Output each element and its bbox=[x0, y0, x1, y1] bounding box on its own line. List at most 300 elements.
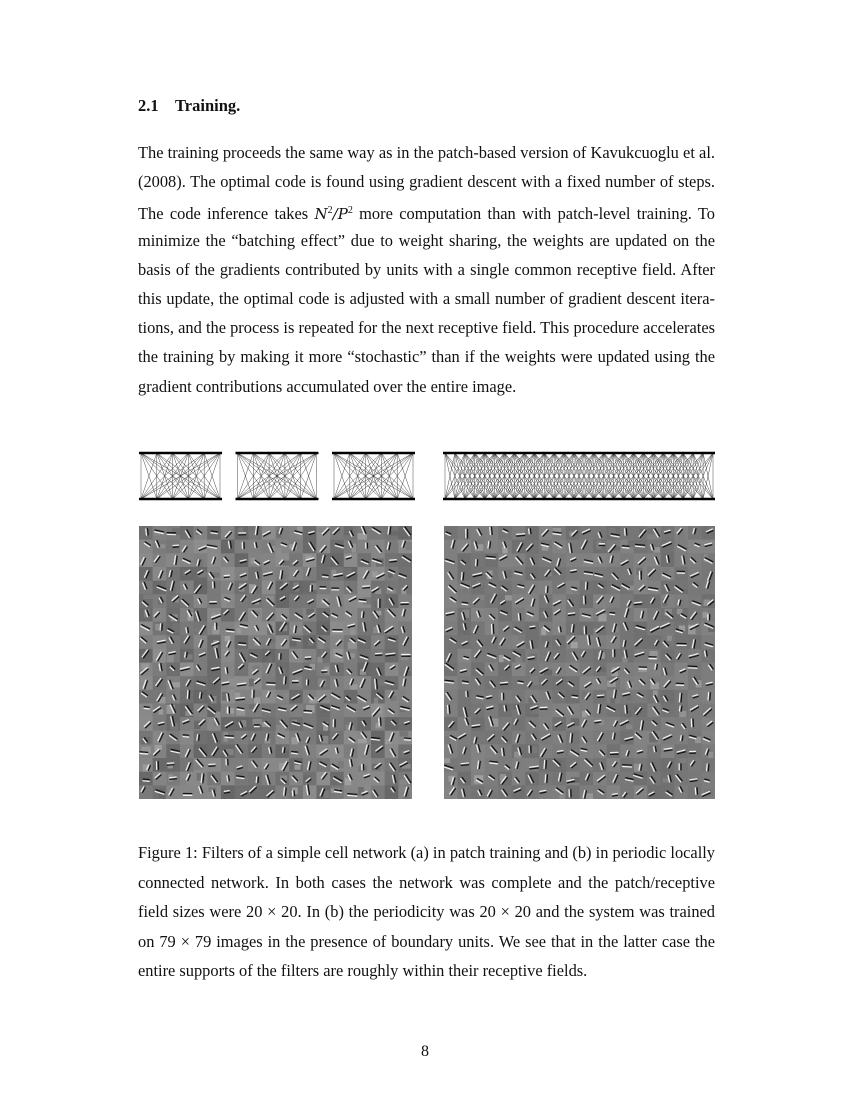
filter-tile bbox=[498, 690, 512, 704]
math-line-after: more computation than with patch-level training. To bbox=[352, 204, 715, 224]
filter-tile bbox=[194, 663, 208, 677]
filter-tile bbox=[262, 744, 276, 758]
filter-tile bbox=[444, 635, 458, 649]
filter-tile bbox=[385, 553, 399, 567]
filter-tile bbox=[647, 758, 661, 772]
filter-tile bbox=[276, 772, 290, 786]
filter-tile bbox=[688, 594, 702, 608]
filter-tile bbox=[153, 744, 167, 758]
periodic-filters-grid bbox=[444, 526, 715, 799]
filter-tile bbox=[661, 772, 675, 786]
filter-tile bbox=[139, 553, 153, 567]
filter-tile bbox=[634, 717, 648, 731]
filter-tile bbox=[498, 717, 512, 731]
filter-tile bbox=[330, 526, 344, 540]
filter-tile bbox=[303, 540, 317, 554]
filter-tile bbox=[289, 553, 303, 567]
filter-tile bbox=[634, 553, 648, 567]
filter-tile bbox=[289, 622, 303, 636]
filter-tile bbox=[262, 594, 276, 608]
filter-tile bbox=[647, 622, 661, 636]
filter-tile bbox=[620, 567, 634, 581]
filter-tile bbox=[194, 676, 208, 690]
filter-tile bbox=[153, 690, 167, 706]
filter-tile bbox=[458, 608, 472, 622]
filter-tile bbox=[607, 608, 621, 622]
filter-tile bbox=[498, 744, 512, 758]
filter-tile bbox=[580, 703, 594, 719]
filter-tile bbox=[701, 540, 715, 554]
filter-tile bbox=[512, 594, 526, 608]
paragraph-line: The training proceeds the same way as in the patch-based version of Kavukcuoglu et al. bbox=[138, 143, 715, 162]
filter-tile bbox=[357, 581, 371, 595]
filter-tile bbox=[248, 553, 262, 567]
filter-tile bbox=[262, 635, 276, 649]
filter-tile bbox=[180, 540, 194, 554]
filter-tile bbox=[194, 540, 208, 554]
filter-tile bbox=[607, 785, 621, 799]
filter-tile bbox=[207, 594, 221, 608]
filter-tile bbox=[647, 581, 661, 595]
filter-tile bbox=[512, 526, 526, 540]
filter-tile bbox=[634, 540, 648, 554]
filter-tile bbox=[620, 731, 634, 745]
filter-tile bbox=[235, 772, 249, 786]
filter-tile bbox=[634, 703, 648, 717]
filter-tile bbox=[194, 608, 208, 622]
filter-tile bbox=[661, 758, 675, 772]
filter-tile bbox=[661, 594, 675, 608]
filter-tile bbox=[566, 649, 580, 663]
filter-tile bbox=[235, 717, 249, 731]
filter-tile bbox=[357, 703, 371, 717]
filter-tile bbox=[566, 526, 580, 540]
filter-tile bbox=[248, 772, 262, 786]
filter-tile bbox=[539, 663, 553, 677]
filter-tile bbox=[498, 649, 512, 663]
filter-tile bbox=[593, 567, 607, 581]
caption-line: entire supports of the filters are roughly within their receptive fields. bbox=[138, 961, 588, 980]
filter-tile bbox=[498, 526, 512, 540]
filter-tile bbox=[221, 567, 235, 581]
filter-tile bbox=[330, 567, 344, 581]
filter-tile bbox=[701, 731, 715, 745]
filter-tile bbox=[262, 663, 276, 677]
filter-tile bbox=[194, 758, 208, 772]
filter-tile bbox=[371, 772, 385, 786]
filter-tile bbox=[194, 744, 208, 758]
filter-tile bbox=[180, 785, 194, 799]
filter-tile bbox=[276, 663, 290, 677]
filter-tile bbox=[357, 758, 371, 773]
filter-tile bbox=[276, 703, 290, 717]
filter-tile bbox=[485, 635, 499, 649]
filter-tile bbox=[371, 758, 385, 772]
filter-tile bbox=[444, 649, 458, 663]
filter-tile bbox=[330, 731, 344, 745]
filter-tile bbox=[330, 703, 344, 717]
paragraph-line: the training by making it more “stochastic” than if the weights were updated using the bbox=[138, 347, 715, 367]
filter-tile bbox=[471, 526, 485, 540]
filter-tile bbox=[539, 649, 553, 663]
filter-tile bbox=[303, 772, 317, 786]
filter-tile bbox=[512, 758, 526, 772]
filter-tile bbox=[674, 567, 688, 581]
filter-tile bbox=[701, 703, 715, 717]
filter-tile bbox=[289, 703, 303, 717]
filter-tile bbox=[580, 594, 594, 608]
filter-tile bbox=[166, 594, 180, 608]
filter-tile bbox=[485, 526, 499, 540]
filter-tile bbox=[235, 553, 249, 567]
filter-tile bbox=[498, 540, 512, 555]
filter-tile bbox=[607, 717, 621, 731]
filter-tile bbox=[276, 622, 290, 636]
filter-tile bbox=[688, 717, 702, 731]
filter-tile bbox=[289, 581, 303, 595]
filter-tile bbox=[634, 649, 648, 663]
filter-tile bbox=[647, 785, 661, 799]
filter-tile bbox=[139, 690, 153, 704]
filter-tile bbox=[566, 594, 580, 608]
filter-tile bbox=[398, 608, 412, 622]
filter-tile bbox=[248, 581, 262, 595]
filter-tile bbox=[444, 540, 459, 554]
filter-tile bbox=[607, 540, 623, 554]
filter-tile bbox=[647, 703, 661, 717]
filter-tile bbox=[701, 676, 715, 690]
filter-tile bbox=[276, 635, 290, 649]
filter-tile bbox=[539, 703, 553, 717]
filter-tile bbox=[289, 594, 303, 608]
filter-tile bbox=[235, 567, 249, 581]
filter-tile bbox=[471, 717, 485, 731]
filter-tile bbox=[485, 622, 499, 636]
filter-tile bbox=[458, 717, 472, 731]
filter-tile bbox=[688, 676, 703, 690]
filter-tile bbox=[539, 635, 553, 649]
filter-tile bbox=[398, 663, 412, 677]
filter-tile bbox=[688, 663, 702, 677]
filter-tile bbox=[701, 717, 715, 731]
filter-tile bbox=[512, 663, 526, 677]
filter-tile bbox=[688, 758, 702, 772]
filter-tile bbox=[139, 567, 153, 581]
filter-tile bbox=[620, 594, 634, 610]
filter-tile bbox=[180, 731, 194, 745]
paragraph-line: this update, the optimal code is adjusted with a small number of gradient descent itera- bbox=[138, 288, 715, 308]
filter-tile bbox=[221, 772, 235, 786]
filter-tile bbox=[194, 717, 208, 731]
filter-tile bbox=[444, 594, 458, 608]
filter-tile bbox=[566, 676, 580, 690]
filter-tile bbox=[701, 758, 715, 772]
filter-tile bbox=[303, 744, 317, 758]
filter-tile bbox=[580, 758, 594, 772]
filter-tile bbox=[471, 594, 485, 608]
filter-tile bbox=[166, 622, 180, 636]
filter-tile bbox=[344, 649, 358, 663]
filter-tile bbox=[566, 690, 580, 704]
filter-tile bbox=[620, 772, 634, 786]
filter-tile bbox=[194, 553, 208, 567]
filter-tile bbox=[357, 662, 371, 676]
filter-tile bbox=[398, 717, 412, 731]
filter-tile bbox=[647, 772, 661, 786]
filter-tile bbox=[444, 772, 458, 786]
filter-tile bbox=[552, 622, 566, 636]
filter-tile bbox=[634, 731, 648, 745]
filter-tile bbox=[303, 526, 317, 540]
filter-tile bbox=[566, 622, 580, 636]
filter-tile bbox=[316, 622, 330, 636]
filter-tile bbox=[607, 594, 621, 608]
filter-tile bbox=[580, 744, 594, 758]
filter-tile bbox=[647, 690, 661, 704]
filter-tile bbox=[552, 663, 566, 677]
filter-tile bbox=[316, 703, 330, 717]
filter-tile bbox=[688, 526, 702, 540]
paragraph-line: (2008). The optimal code is found using gradient descent with a fixed number of steps. bbox=[138, 172, 715, 192]
filter-tile bbox=[647, 540, 661, 554]
filter-tile bbox=[153, 526, 167, 540]
filter-tile bbox=[262, 690, 276, 704]
filter-tile bbox=[398, 622, 412, 636]
filter-tile bbox=[316, 635, 330, 649]
filter-tile bbox=[276, 567, 290, 581]
filter-tile bbox=[344, 526, 358, 540]
filter-tile bbox=[512, 635, 527, 649]
filter-tile bbox=[194, 581, 208, 595]
filter-tile bbox=[289, 649, 303, 663]
filter-tile bbox=[221, 731, 235, 745]
filter-tile bbox=[634, 772, 648, 786]
filter-tile bbox=[498, 703, 512, 717]
filter-tile bbox=[498, 553, 512, 567]
filter-tile bbox=[371, 594, 385, 610]
filter-tile bbox=[593, 690, 607, 704]
filter-tile bbox=[139, 703, 153, 717]
filter-tile bbox=[248, 622, 262, 636]
filter-tile bbox=[525, 526, 539, 540]
filter-tile bbox=[303, 717, 317, 731]
filter-tile bbox=[512, 567, 526, 581]
filter-tile bbox=[444, 703, 458, 717]
filter-tile bbox=[498, 594, 514, 608]
filter-tile bbox=[344, 772, 358, 787]
periodic-network-diagram bbox=[443, 450, 715, 502]
filter-tile bbox=[607, 581, 621, 597]
filter-tile bbox=[194, 649, 208, 663]
filter-tile bbox=[688, 581, 702, 595]
filter-tile bbox=[207, 622, 221, 636]
filter-tile bbox=[166, 608, 180, 622]
filter-tile bbox=[620, 690, 634, 704]
filter-tile bbox=[316, 608, 330, 622]
filter-tile bbox=[607, 703, 621, 717]
filter-tile bbox=[552, 635, 566, 649]
filter-tile bbox=[235, 608, 249, 622]
filter-tile bbox=[620, 676, 634, 690]
filter-tile bbox=[485, 553, 499, 567]
filter-tile bbox=[701, 690, 715, 704]
filter-tile bbox=[471, 608, 485, 622]
filter-tile bbox=[674, 676, 688, 690]
filter-tile bbox=[207, 785, 221, 799]
filter-tile bbox=[276, 676, 290, 690]
filter-tile bbox=[289, 690, 303, 704]
caption-line: connected network. In both cases the network was complete and the patch/receptive bbox=[138, 872, 715, 892]
filter-tile bbox=[525, 581, 539, 595]
filter-tile bbox=[180, 703, 194, 717]
filter-tile bbox=[647, 663, 661, 677]
filter-tile bbox=[262, 676, 276, 690]
filter-tile bbox=[398, 785, 412, 799]
filter-tile bbox=[398, 649, 412, 663]
filter-tile bbox=[458, 731, 472, 745]
filter-tile bbox=[620, 785, 634, 799]
filter-tile bbox=[371, 676, 385, 690]
filter-tile bbox=[688, 703, 702, 717]
filter-tile bbox=[385, 785, 399, 799]
filter-tile bbox=[357, 731, 371, 745]
filter-tile bbox=[539, 772, 553, 786]
filter-tile bbox=[194, 690, 208, 704]
filter-tile bbox=[525, 540, 539, 554]
filter-tile bbox=[580, 690, 594, 704]
filter-tile bbox=[235, 622, 249, 636]
filter-tile bbox=[289, 785, 303, 799]
filter-tile bbox=[357, 622, 371, 636]
page-number: 8 bbox=[421, 1043, 429, 1060]
filter-tile bbox=[385, 526, 400, 540]
filter-tile bbox=[593, 594, 607, 608]
filter-tile bbox=[303, 567, 317, 581]
filter-tile bbox=[180, 594, 194, 608]
filter-tile bbox=[207, 703, 221, 718]
filter-tile bbox=[458, 581, 472, 595]
filter-tile bbox=[398, 581, 412, 595]
filter-tile bbox=[398, 567, 412, 581]
filter-tile bbox=[207, 772, 221, 786]
filter-tile bbox=[688, 744, 702, 758]
filter-tile bbox=[180, 581, 194, 595]
filter-tile bbox=[593, 581, 607, 595]
filter-tile bbox=[566, 758, 580, 772]
filter-tile bbox=[276, 649, 290, 663]
filter-tile bbox=[153, 567, 167, 581]
filter-tile bbox=[485, 758, 499, 772]
filter-tile bbox=[194, 594, 208, 608]
filter-tile bbox=[661, 703, 675, 717]
filter-tile bbox=[180, 758, 194, 772]
filter-tile bbox=[344, 594, 358, 608]
filter-tile bbox=[153, 540, 167, 554]
filter-tile bbox=[458, 553, 472, 567]
filter-tile bbox=[303, 635, 317, 649]
filter-tile bbox=[166, 785, 180, 799]
filter-tile bbox=[207, 731, 221, 745]
filter-tile bbox=[566, 785, 580, 799]
filter-tile bbox=[344, 608, 358, 622]
filter-tile bbox=[661, 608, 675, 622]
filter-tile bbox=[357, 540, 371, 554]
filter-tile bbox=[444, 567, 458, 581]
filter-tile bbox=[385, 567, 399, 581]
filter-tile bbox=[688, 567, 702, 581]
filter-tile bbox=[262, 622, 276, 636]
filter-tile bbox=[385, 594, 399, 608]
filter-tile bbox=[552, 785, 566, 799]
filter-tile bbox=[580, 540, 594, 554]
filter-tile bbox=[688, 635, 702, 649]
filter-tile bbox=[566, 608, 580, 622]
filter-tile bbox=[276, 608, 290, 622]
filter-tile bbox=[593, 785, 607, 799]
filter-tile bbox=[330, 608, 344, 622]
paragraph-line: basis of the gradients contributed by units with a single common receptive field. After bbox=[138, 259, 715, 279]
filter-tile bbox=[539, 758, 553, 772]
filter-tile bbox=[485, 581, 499, 595]
filter-tile bbox=[458, 663, 472, 677]
filter-tile bbox=[498, 772, 512, 786]
filter-tile bbox=[647, 567, 661, 581]
filter-tile bbox=[674, 758, 688, 772]
filter-tile bbox=[330, 649, 344, 663]
filter-tile bbox=[471, 703, 485, 717]
filter-tile bbox=[701, 526, 715, 540]
filter-tile bbox=[688, 785, 702, 799]
filter-tile bbox=[444, 731, 458, 746]
filter-tile bbox=[316, 758, 330, 772]
filter-tile bbox=[357, 717, 371, 731]
filter-tile bbox=[139, 731, 153, 745]
filter-tile bbox=[262, 553, 276, 567]
filter-tile bbox=[498, 663, 512, 677]
filter-tile bbox=[552, 608, 566, 622]
filter-tile bbox=[674, 540, 688, 554]
filter-tile bbox=[458, 744, 472, 758]
filter-tile bbox=[512, 676, 526, 690]
filter-tile bbox=[552, 526, 566, 540]
filter-tile bbox=[330, 663, 344, 677]
filter-tile bbox=[512, 717, 526, 731]
filter-tile bbox=[552, 540, 566, 554]
filter-tile bbox=[485, 608, 499, 622]
filter-tile bbox=[248, 635, 262, 649]
filter-tile bbox=[444, 690, 458, 704]
filter-tile bbox=[525, 717, 539, 731]
filter-tile bbox=[552, 744, 566, 758]
filter-tile bbox=[330, 690, 344, 704]
filter-tile bbox=[525, 785, 539, 799]
filter-tile bbox=[153, 594, 167, 608]
caption-line: field sizes were 20 × 20. In (b) the periodicity was 20 × 20 and the system was trained bbox=[138, 902, 715, 921]
filter-tile bbox=[221, 649, 235, 663]
filter-tile bbox=[607, 553, 621, 567]
filter-tile bbox=[512, 540, 526, 554]
filter-tile bbox=[647, 717, 661, 731]
filter-tile bbox=[248, 649, 262, 663]
filter-tile bbox=[471, 690, 485, 704]
filter-tile bbox=[661, 676, 675, 690]
filter-tile bbox=[166, 731, 180, 745]
filter-tile bbox=[276, 758, 290, 772]
filter-tile bbox=[512, 785, 526, 799]
filter-tile bbox=[371, 785, 385, 799]
filter-tile bbox=[566, 772, 580, 786]
filter-tile bbox=[674, 608, 688, 622]
